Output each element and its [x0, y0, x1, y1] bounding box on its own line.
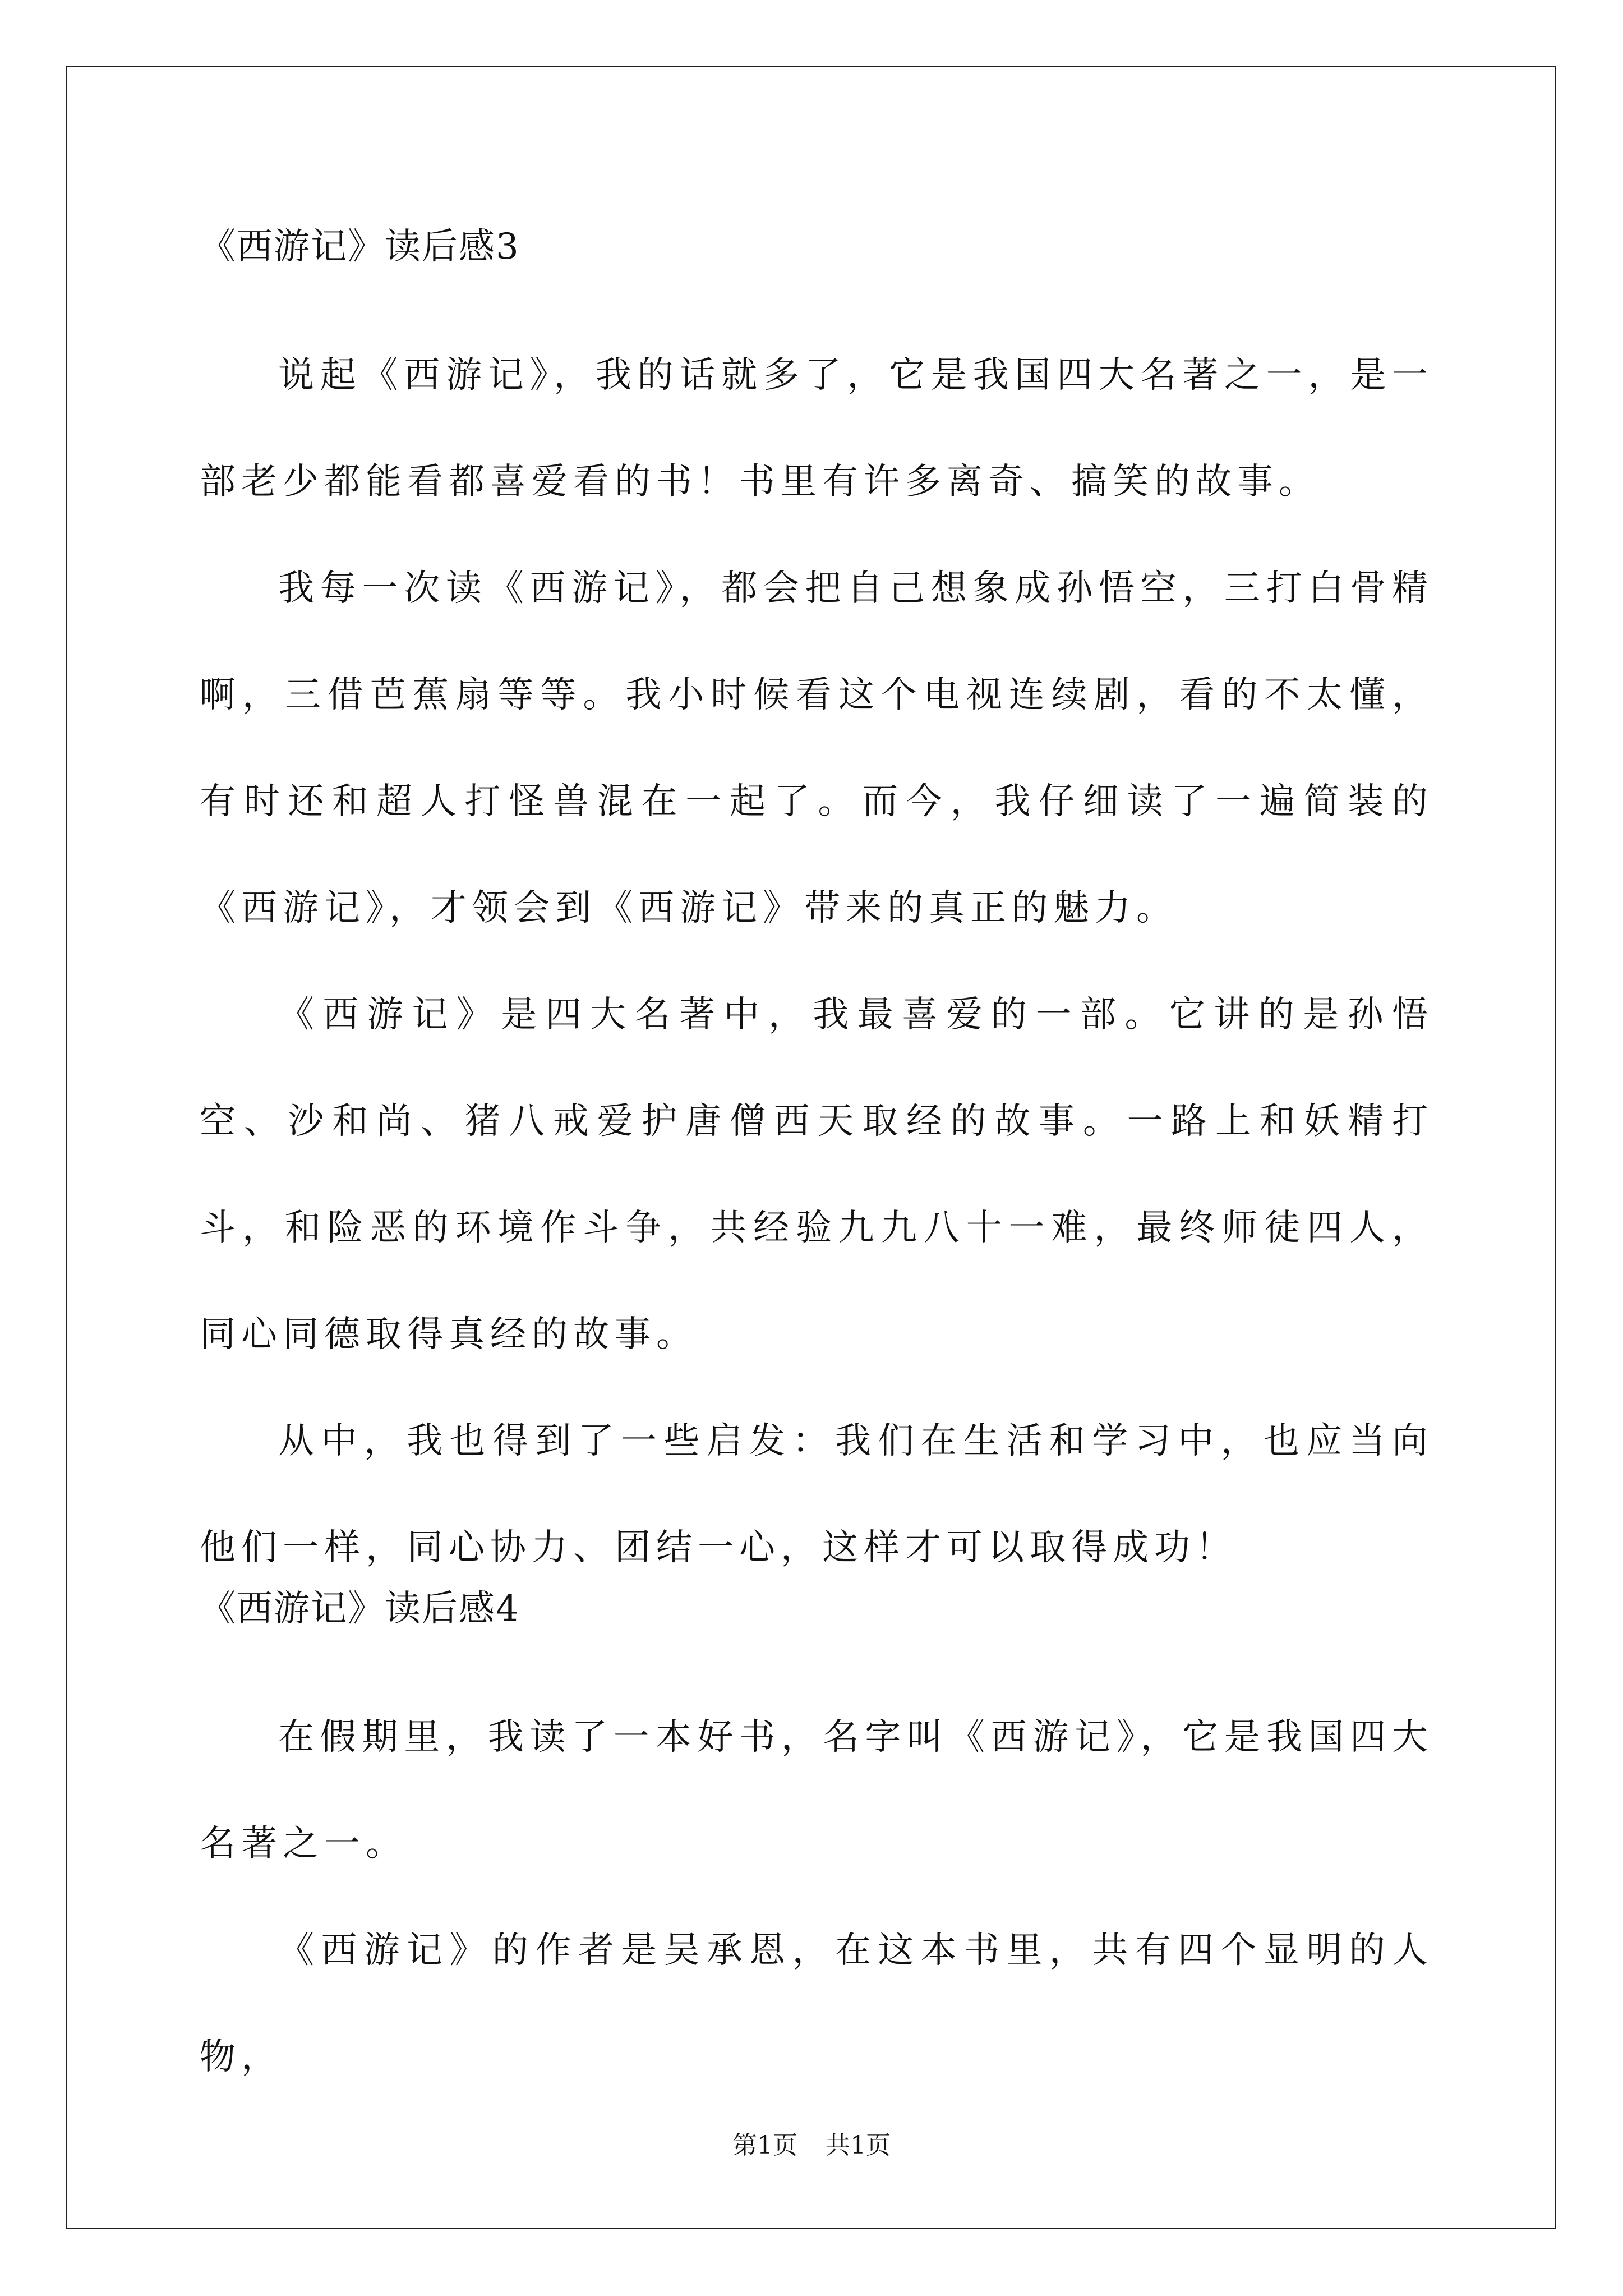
section-title-4: 《西游记》读后感4	[200, 1588, 520, 1630]
paragraph: 说起《西游记》，我的话就多了，它是我国四大名著之一，是一部老少都能看都喜爱看的书！书里有许多离奇、搞笑的故事。	[200, 355, 1433, 503]
paragraph: 我每一次读《西游记》，都会把自己想象成孙悟空，三打白骨精啊，三借芭蕉扇等等。我小时候看这个电视连续剧，看的不太懂，有时还和超人打怪兽混在一起了。而今，我仔细读了一遍简装的《西游记》，才领会到《西游记》带来的真正的魅力。	[200, 568, 1433, 929]
paragraph: 从中，我也得到了一些启发：我们在生活和学习中，也应当向他们一样，同心协力、团结一心，这样才可以取得成功！	[200, 1420, 1433, 1568]
section-title-3: 《西游记》读后感3	[200, 226, 520, 268]
page-number: 第1页	[732, 2131, 797, 2160]
paragraph: 在假期里，我读了一本好书，名字叫《西游记》，它是我国四大名著之一。	[200, 1717, 1433, 1865]
page-footer	[0, 2129, 1623, 2162]
document-body	[200, 219, 1433, 2110]
paragraph: 《西游记》是四大名著中，我最喜爱的一部。它讲的是孙悟空、沙和尚、猪八戒爱护唐僧西天取经的故事。一路上和妖精打斗，和险恶的环境作斗争，共经验九九八十一难，最终师徒四人，同心同德取得真经的故事。	[200, 994, 1433, 1355]
paragraph: 《西游记》的作者是吴承恩，在这本书里，共有四个显明的人物，	[200, 1930, 1433, 2078]
page-total: 共1页	[826, 2131, 891, 2160]
